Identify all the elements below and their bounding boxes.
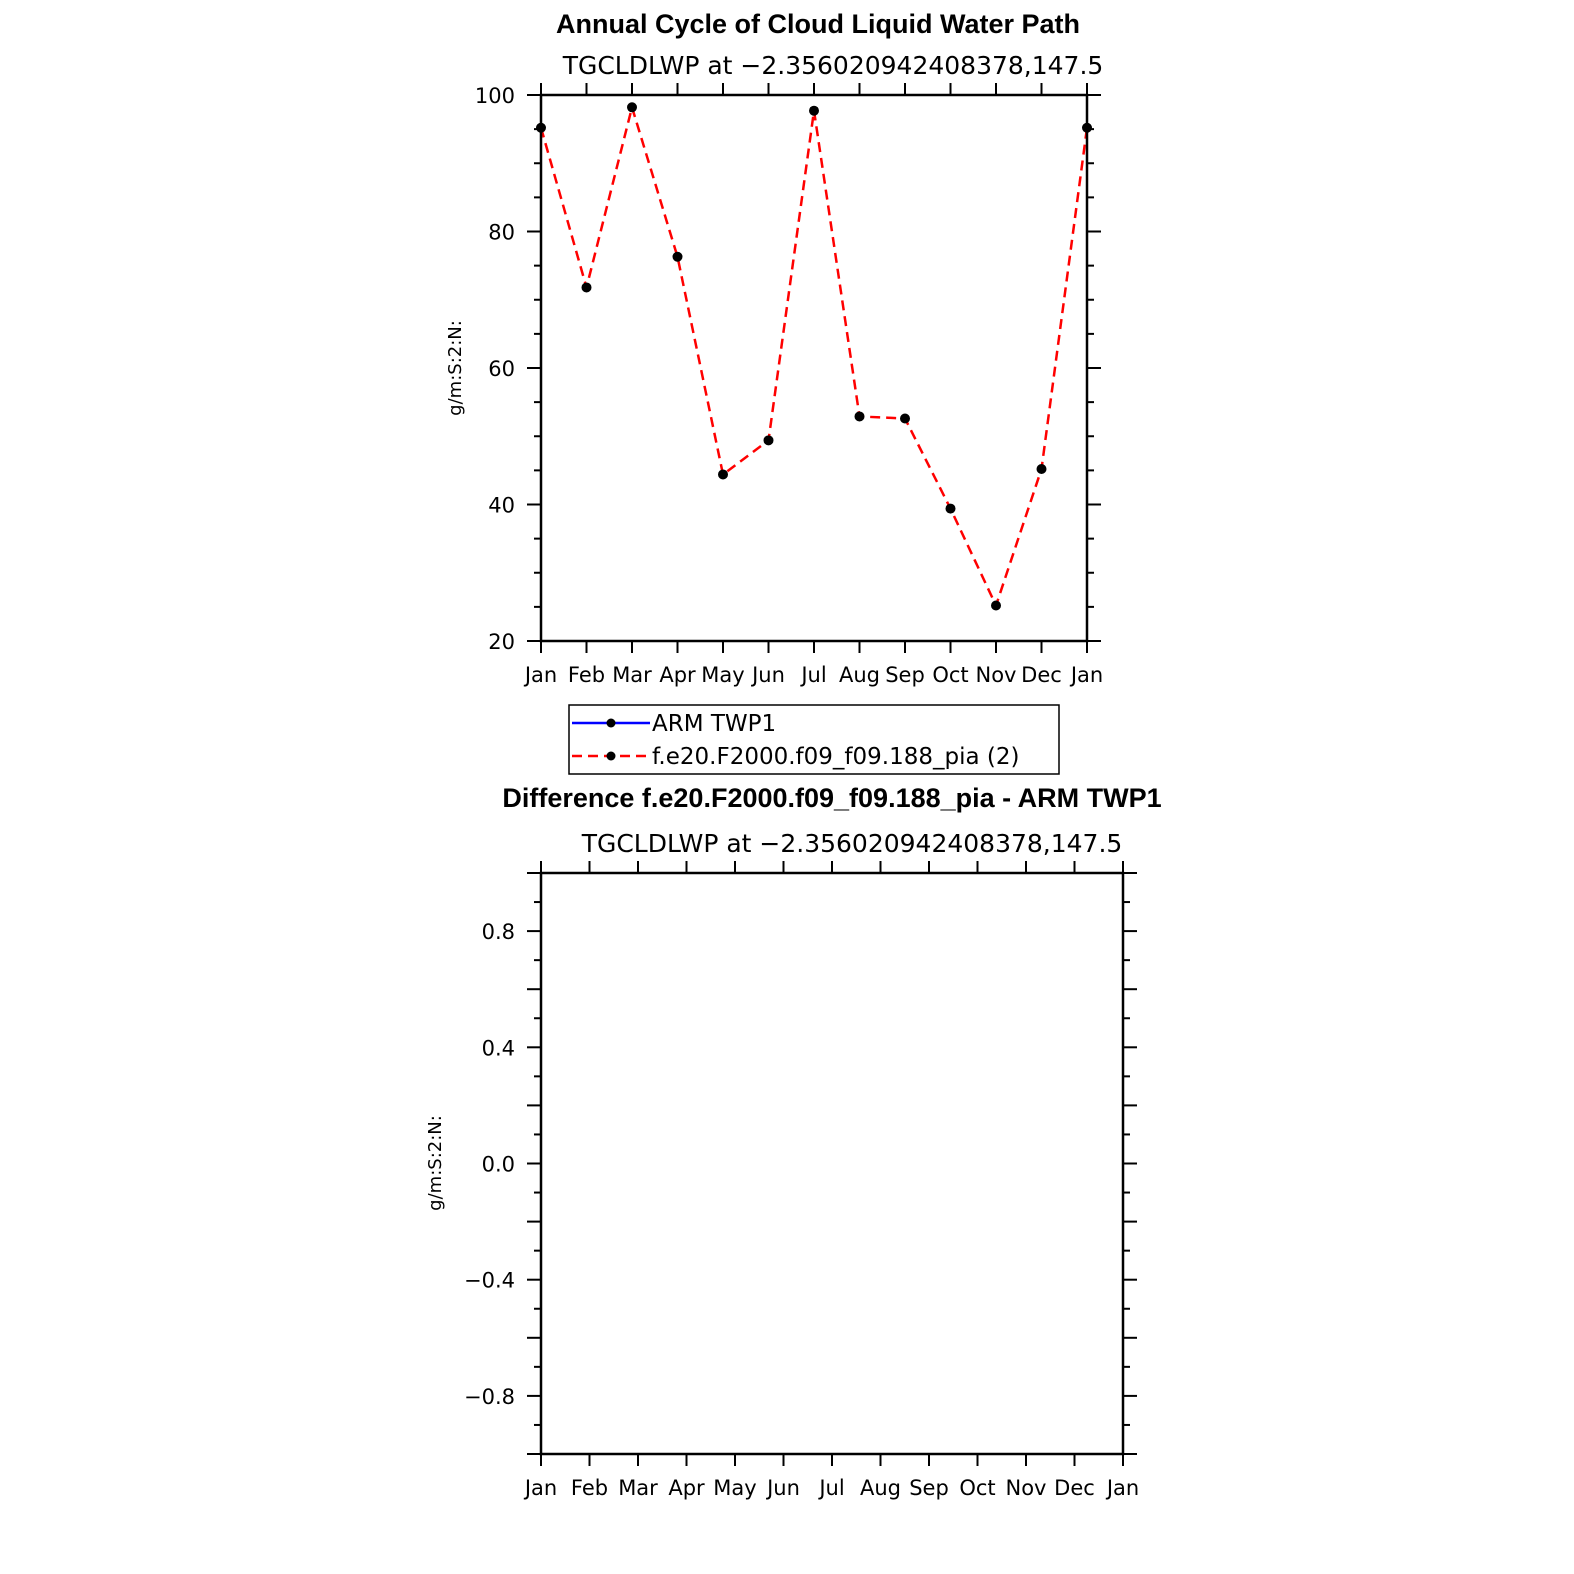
chart-2: [425, 783, 1162, 1500]
data-point: [627, 102, 637, 112]
legend-label-arm: ARM TWP1: [652, 711, 777, 737]
x-tick-label: Dec: [1021, 663, 1062, 687]
data-point: [582, 282, 592, 292]
chart-1-x-tick-labels: [523, 663, 1103, 687]
data-point: [900, 414, 910, 424]
legend-label-model: f.e20.F2000.f09_f09.188_pia (2): [652, 744, 1020, 770]
y-tick-label: 100: [474, 84, 515, 108]
x-tick-label: Jul: [801, 663, 827, 687]
series-line-1: [541, 107, 1087, 605]
x-tick-label: Apr: [659, 663, 696, 687]
x-tick-label: Jun: [767, 1476, 800, 1500]
chart-2-ticks: [527, 861, 1137, 1466]
chart-1-frame: [541, 95, 1087, 641]
y-tick-label: 80: [488, 220, 515, 245]
x-tick-label: Sep: [909, 1476, 949, 1500]
x-tick-label: May: [713, 1476, 757, 1500]
data-point: [946, 504, 956, 514]
data-point: [991, 601, 1001, 611]
chart-2-subtitle: TGCLDLWP at −2.356020942408378,147.5: [581, 829, 1123, 858]
x-tick-label: Jul: [819, 1476, 845, 1500]
y-tick-label: 0.0: [481, 1152, 515, 1177]
legend-marker-model: [607, 752, 616, 761]
x-tick-label: Mar: [612, 663, 652, 687]
x-tick-label: Sep: [885, 663, 925, 687]
x-tick-label: Jan: [524, 1476, 558, 1500]
x-tick-label: Aug: [838, 663, 881, 687]
x-tick-label: Feb: [567, 663, 606, 687]
chart-1-series: [536, 102, 1092, 610]
y-tick-label: 20: [488, 630, 515, 654]
data-point: [1037, 464, 1047, 474]
chart-1-subtitle: TGCLDLWP at −2.356020942408378,147.5: [562, 51, 1104, 80]
legend: [569, 705, 1059, 774]
legend-marker-arm: [607, 719, 616, 728]
chart-2-frame: [541, 873, 1123, 1454]
chart-2-ylabel: g/m:S:2:N:: [425, 1115, 446, 1211]
x-tick-label: Aug: [859, 1476, 902, 1500]
chart-1: [445, 9, 1103, 687]
data-point: [764, 435, 774, 445]
chart-1-ticks: [527, 83, 1101, 653]
x-tick-label: Apr: [668, 1476, 705, 1500]
x-tick-label: May: [701, 663, 745, 687]
x-tick-label: Mar: [618, 1476, 658, 1500]
data-point: [673, 252, 683, 262]
x-tick-label: Jun: [752, 663, 785, 687]
chart-1-y-tick-labels: [475, 84, 515, 654]
x-tick-label: Oct: [959, 1476, 996, 1500]
data-point: [809, 106, 819, 116]
x-tick-label: Oct: [932, 663, 969, 687]
y-tick-label: −0.8: [464, 1384, 515, 1409]
y-tick-label: 40: [488, 493, 515, 518]
chart-2-title: Difference f.e20.F2000.f09_f09.188_pia - ARM TWP1: [502, 783, 1162, 813]
x-tick-label: Jan: [1070, 663, 1104, 687]
x-tick-label: Dec: [1054, 1476, 1095, 1500]
y-tick-label: 0.8: [481, 920, 515, 945]
x-tick-label: Nov: [975, 663, 1017, 687]
x-tick-label: Feb: [570, 1476, 609, 1500]
data-point: [855, 411, 865, 421]
x-tick-label: Jan: [524, 663, 558, 687]
chart-2-y-tick-labels: [464, 920, 515, 1409]
chart-1-ylabel: g/m:S:2:N:: [445, 320, 466, 416]
data-point: [718, 469, 728, 479]
y-tick-label: 60: [488, 357, 515, 381]
y-tick-label: 0.4: [481, 1036, 515, 1061]
x-tick-label: Nov: [1005, 1476, 1047, 1500]
chart-1-title: Annual Cycle of Cloud Liquid Water Path: [555, 9, 1081, 39]
y-tick-label: −0.4: [464, 1268, 515, 1293]
chart-2-x-tick-labels: [523, 1476, 1139, 1500]
x-tick-label: Jan: [1106, 1476, 1140, 1500]
